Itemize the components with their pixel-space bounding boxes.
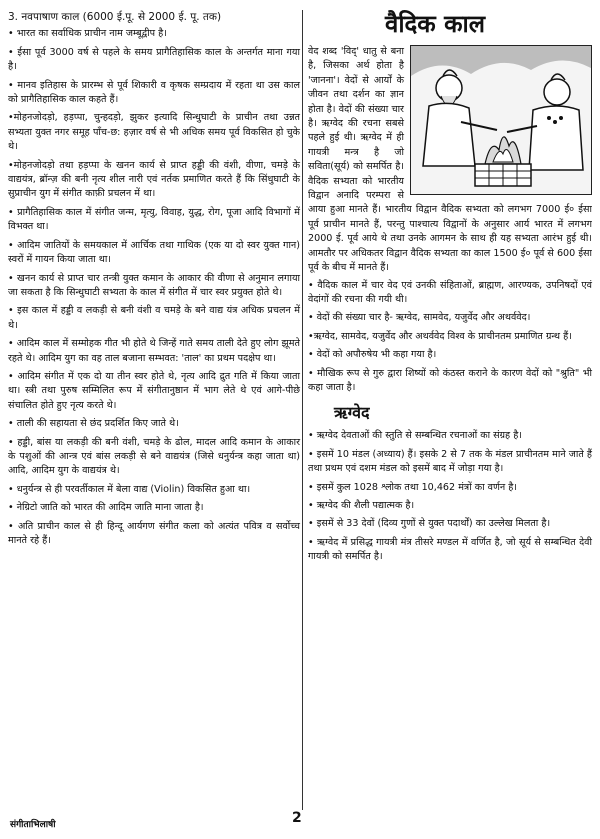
left-column	[8, 10, 300, 552]
list-item: • आदिम जातियों के समयकाल में आर्चिक तथा गाथिक (एक या दो स्वर युक्त गान) स्वरों में गायन किया जाता था।	[8, 239, 300, 266]
list-item: • इसमें कुल 1028 श्लोक तथा 10,462 मंत्रों का वर्णन है।	[308, 481, 518, 493]
vedic-period-heading: वैदिक काल	[384, 10, 485, 38]
list-item: • धनुर्यन्त्र से ही परवर्तीकाल में बेला वाद्य (Violin) विकसित हुआ था।	[8, 483, 251, 495]
list-item: • अति प्राचीन काल से ही हिन्दू आर्यगण संगीत कला को अत्यंत पवित्र व सर्वोच्च मानते रहे हैं।	[8, 520, 300, 546]
list-item: • मानव इतिहास के प्रारम्भ से पूर्व शिकारी व कृषक सम्प्रदाय में रहता था उस काल को प्रागैतिहासिक काल कहते हैं।	[8, 79, 300, 106]
list-item: • ताली की सहायता से छंद प्रदर्शित किए जाते थे।	[8, 418, 179, 430]
list-item: • वेदों को अपौरुषेय भी कहा गया है।	[308, 349, 437, 361]
list-item: • ऋग्वेद की शैली पद्यात्मक है।	[308, 499, 415, 511]
list-item: • ईसा पूर्व 3000 वर्ष से पहले के समय प्रागैतिहासिक काल के अन्तर्गत माना गया है।	[8, 46, 300, 73]
list-item: • वैदिक काल में चार वेद एवं उनकी संहिताओं, ब्राह्मण, आरण्यक, उपनिषदों एवं वेदांगों की रचना की गयी थी।	[308, 279, 592, 305]
list-item: • ऋग्वेद देवताओं की स्तुति से सम्बन्धित रचनाओं का संग्रह है।	[308, 430, 522, 442]
list-item: •मोहनजोदड़ो तथा हड़प्पा के खनन कार्य से प्राप्त हड्डी की वंशी, वीणा, चमड़े के वाद्ययंत्र, ब्रॉन्ज़ की बनी नृत्य शील नारी एवं नर्तक प्रमाणित करते हैं कि सिंधुघाटी के सुप्राचीन युग में संगीत काफ़ी प्रचलन में था।	[8, 159, 300, 200]
list-item: • मौखिक रूप से गुरु द्वारा शिष्यों को कंठस्त कराने के कारण वेदों को "श्रुति" भी कहा जाता है।	[308, 367, 592, 393]
list-item: • प्रागैतिहासिक काल में संगीत जन्म, मृत्यु, विवाह, युद्ध, रोग, पूजा आदि विभागों में विभक्त था।	[8, 206, 300, 233]
page-number: 2	[292, 810, 302, 826]
list-item: • आदिम काल में सम्मोहक गीत भी होते थे जिन्हें गाते समय ताली देते हुए लोग झूमते रहते थे। आदिम युग का वह ताल बजाना सम्भवत: 'ताल' का प्रथम पदक्षेप था।	[8, 338, 300, 364]
list-item: • वेदों की संख्या चार है- ऋग्वेद, सामवेद, यजुर्वेद और अथर्ववेद।	[308, 312, 531, 324]
list-item: •मोहनजोदड़ो, हड़प्पा, चुन्हदड़ो, झुकर इत्यादि सिन्धुघाटी के प्राचीन तथा उन्नत सभ्यता युक्त नगर समूह पाँच-छ: हज़ार वर्ष से भी अधिक समय पूर्व विकसित हो चुके थे।	[8, 112, 300, 153]
column-divider	[302, 10, 303, 810]
list-item: • नेग्रिटो जाति को भारत की आदिम जाति माना जाता है।	[8, 502, 204, 514]
list-item: • इस काल में हड्डी व लकड़ी से बनी वंशी व चमड़े के बने वाद्य यंत्र अधिक प्रचलन में थे।	[8, 305, 300, 331]
sages-yajna-illustration	[410, 45, 592, 195]
list-item: • आदिम संगीत में एक दो या तीन स्वर होते थे, नृत्य आदि द्रुत गति में किया जाता था। स्त्री तथा पुरुष सम्मिलित रूप में संगीतानुष्ठान में भाग लेते थे एवं आगे-पीछे संचालित होते हुए नृत्य करते थे।	[8, 370, 300, 411]
right-column	[308, 10, 592, 569]
list-item: •ऋग्वेद, सामवेद, यजुर्वेद और अथर्ववेद विश्व के प्राचीनतम प्रमाणित ग्रन्थ हैं।	[308, 330, 572, 342]
section-header: 3. नवपाषाण काल (6000 ई.पू. से 2000 ई. पू. तक)	[8, 11, 222, 23]
footer-series-label: संगीताभिलाषी	[10, 820, 56, 830]
list-item: • इसमें से 33 देवों (दिव्य गुणों से युक्त पदार्थों) का उल्लेख मिलता है।	[308, 518, 551, 530]
rigveda-heading: ऋग्वेद	[334, 403, 370, 423]
list-item: • खनन कार्य से प्राप्त चार तन्त्री युक्त कमान के आकार की वीणा से अनुमान लगाया जा सकता है कि सिन्धुघाटी सभ्यता के काल में संगीत में चार स्वर प्रयुक्त होते थे।	[8, 272, 300, 298]
intro-block	[308, 45, 592, 276]
list-item: • ऋग्वेद में प्रसिद्ध गायत्री मंत्र तीसरे मण्डल में वर्णित है, जो सूर्य से सम्बन्धित देवी गायत्री को समर्पित है।	[308, 536, 592, 563]
list-item: • भारत का सर्वाधिक प्राचीन नाम जम्बूद्वीप है।	[8, 28, 167, 40]
vedic-intro-paragraph: वेद शब्द 'विद्' धातु से बना है, जिसका अर्थ होता है 'जानना'। वेदों से आर्यों के जीवन तथा दर्शन का ज्ञान होता है। वेदों की संख्या चार है। ऋग्वेद की रचना सबसे पहले हुई थी। ऋग्वेद में ही गायत्री मन्त्र है जो सविता(सूर्य) को समर्पित है। वैदिक सभ्यता को भारतीय विद्वान अनादि परम्परा से आया हुआ मानते हैं। भारतीय विद्वान वैदिक सभ्यता को लगभग 7000 ई० ईसा पूर्व प्राचीन मानते हैं, परन्तु पाश्चात्य विद्वानों के अनुसार आर्य भारत में लगभग 2000 ई. पूर्व आये थे तथा उनके आगमन के साथ ही यह सभ्यता आरंभ हुई थी। आमतौर पर अधिकतर विद्वान वैदिक सभ्यता का काल 1500 ई० पूर्व से 600 ईसा पूर्व के बीच में मानते हैं।	[308, 46, 592, 274]
list-item: • इसमें 10 मंडल (अध्याय) हैं। इसके 2 से 7 तक के मंडल प्राचीनतम माने जाते हैं तथा प्रथम एवं दशम मंडल को इसमें बाद में जोड़ा गया है।	[308, 448, 592, 475]
list-item: • हड्डी, बांस या लकड़ी की बनी वंशी, चमड़े के ढोल, मादल आदि कमान के आकार के पशुओं की आन्त्र एवं बांस लकड़ी से बने वाद्ययंत्र (जिसे धनुर्यन्त्र कहा जाता था) आदि, आदिम युग के वाद्ययंत्र थे।	[8, 436, 300, 477]
